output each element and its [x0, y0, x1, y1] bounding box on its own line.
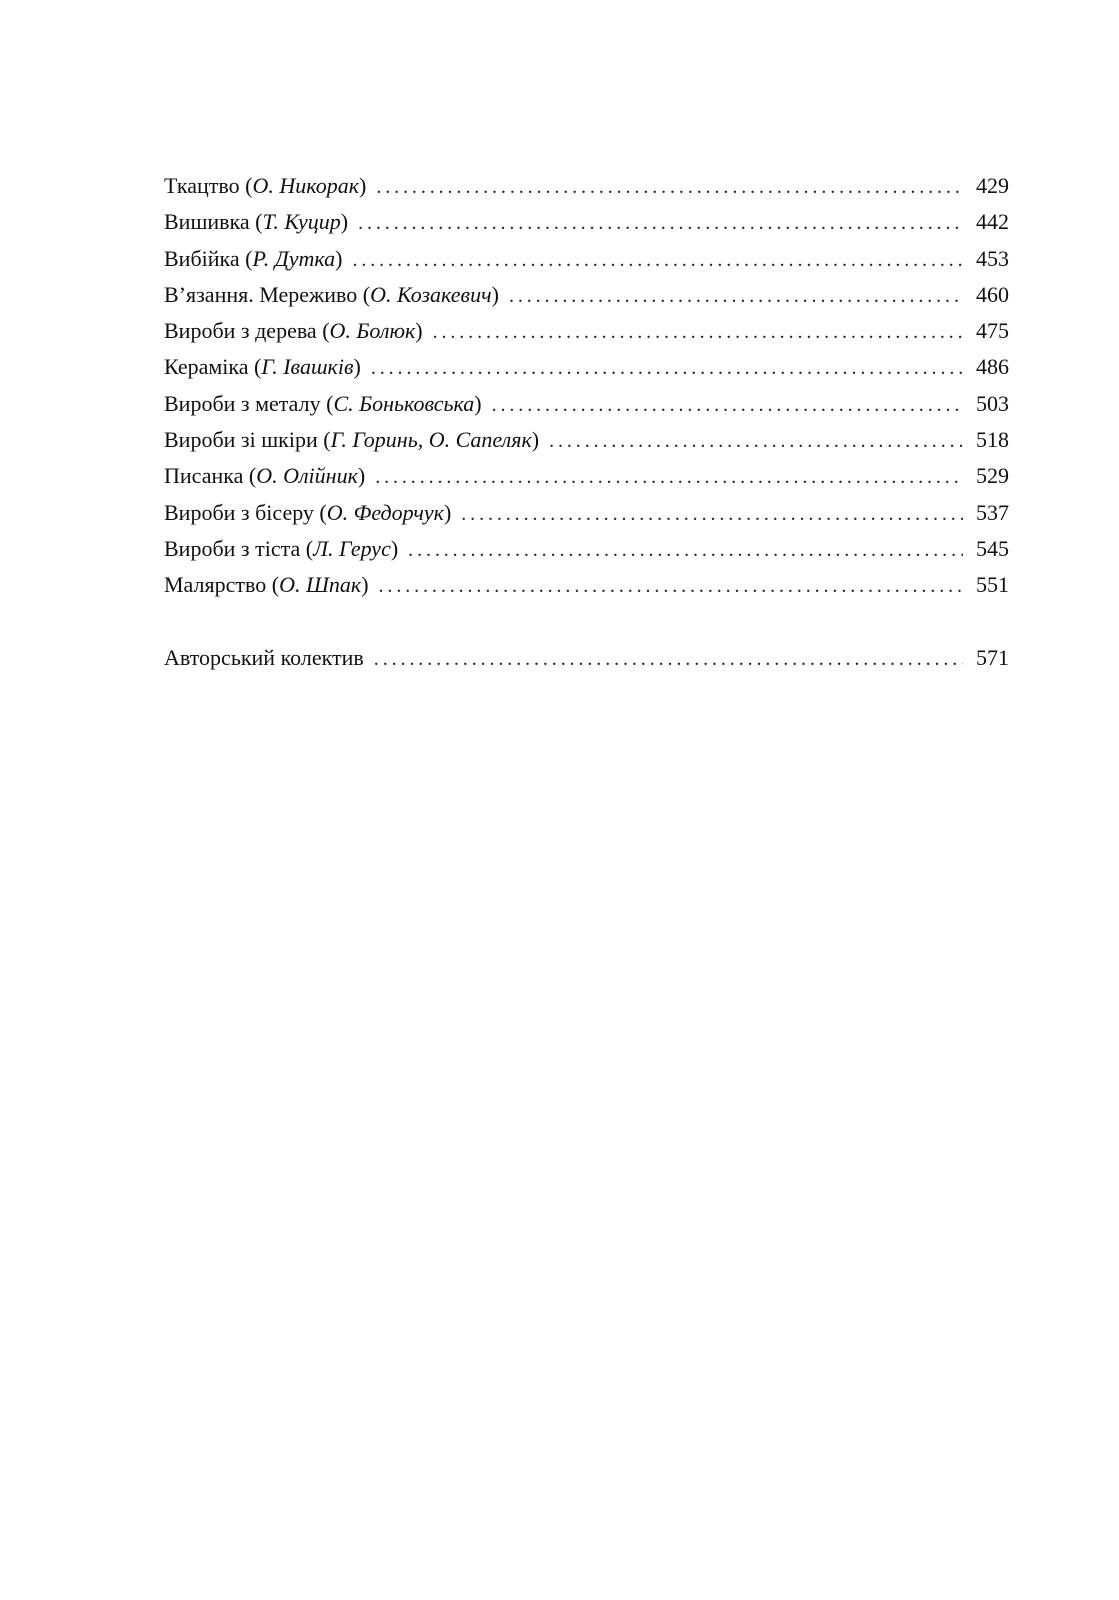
entry-title: Ткацтво	[164, 173, 240, 198]
entry-author: О. Шпак	[279, 572, 362, 598]
page-number: 545	[976, 535, 1009, 561]
dot-leader	[376, 169, 963, 205]
dot-leader	[461, 496, 963, 532]
toc-entry: Вироби зі шкіри (Г. Горинь, О. Сапеляк) . . . 518	[164, 422, 1009, 458]
toc-entry: Вироби з дерева (О. Болюк) . . . 475	[164, 313, 1009, 349]
toc-entry: Вироби з бісеру (О. Федорчук) . . . 537	[164, 495, 1009, 531]
entry-author: О. Козакевич	[370, 281, 492, 307]
entry-title: Вироби з тіста	[164, 535, 301, 561]
dot-leader	[375, 459, 963, 495]
entry-title: Вироби з дерева	[164, 318, 317, 344]
page-number: 460	[976, 281, 1009, 307]
table-of-contents	[164, 168, 1009, 676]
entry-title: Авторський колектив	[164, 644, 364, 670]
entry-title: Вишивка	[164, 209, 250, 235]
toc-entry-authors	[164, 640, 1009, 676]
page-number: 486	[976, 354, 1009, 380]
entry-title: Писанка	[164, 463, 244, 489]
page-number: 537	[976, 499, 1009, 525]
toc-entry: Вироби з тіста (Л. Герус) . . . 545	[164, 531, 1009, 567]
entry-author: С. Боньковська	[333, 390, 475, 416]
entry-author: О. Болюк	[329, 318, 416, 344]
toc-entry: Кераміка (Г. Івашків) . . . 486	[164, 349, 1009, 385]
page-number: 442	[976, 209, 1009, 235]
dot-leader	[358, 205, 963, 241]
dot-leader	[408, 532, 963, 568]
toc-entry: Ткацтво (О. Никорак) . . . 429	[164, 168, 1009, 204]
page-number: 518	[976, 427, 1009, 453]
dot-leader	[371, 350, 963, 386]
dot-leader	[492, 387, 963, 423]
entry-author: О. Никорак	[252, 173, 359, 198]
entry-author: Г. Горинь, О. Сапеляк	[330, 427, 532, 453]
page-number: 429	[976, 173, 1009, 198]
dot-leader	[433, 314, 963, 350]
page-number: 529	[976, 463, 1009, 489]
dot-leader	[352, 242, 963, 278]
toc-entry: Малярство (О. Шпак) . . . 551	[164, 567, 1009, 603]
toc-entry: Вибійка (Р. Дутка) . . . 453	[164, 241, 1009, 277]
entry-title: Малярство	[164, 572, 267, 598]
page-number: 503	[976, 390, 1009, 416]
entry-title: Вироби з бісеру	[164, 499, 314, 525]
page-number: 475	[976, 318, 1009, 344]
dot-leader	[509, 278, 963, 314]
entry-title: Вироби з металу	[164, 390, 321, 416]
page-number: 453	[976, 245, 1009, 271]
entry-author: О. Олійник	[256, 463, 358, 489]
entry-title: В’язання. Мереживо	[164, 281, 358, 307]
page-number: 551	[976, 572, 1009, 598]
entry-author: Г. Івашків	[261, 354, 354, 380]
entry-author: Р. Дутка	[252, 245, 336, 271]
toc-entry: Писанка (О. Олійник) . . . 529	[164, 458, 1009, 494]
entry-author: Т. Куцир	[262, 209, 341, 235]
page-number: 571	[976, 644, 1009, 670]
dot-leader	[549, 423, 963, 459]
entry-title: Кераміка	[164, 354, 249, 380]
dot-leader	[374, 641, 963, 677]
toc-entry: В’язання. Мереживо (О. Козакевич) . . . 460	[164, 277, 1009, 313]
toc-entry: Вироби з металу (С. Боньковська) . . . 503	[164, 386, 1009, 422]
entry-title: Вироби зі шкіри	[164, 427, 318, 453]
entry-title: Вибійка	[164, 245, 240, 271]
entry-author: О. Федорчук	[326, 499, 444, 525]
dot-leader	[379, 568, 963, 604]
toc-entry: Вишивка (Т. Куцир) . . . 442	[164, 204, 1009, 240]
entry-author: Л. Герус	[313, 535, 391, 561]
